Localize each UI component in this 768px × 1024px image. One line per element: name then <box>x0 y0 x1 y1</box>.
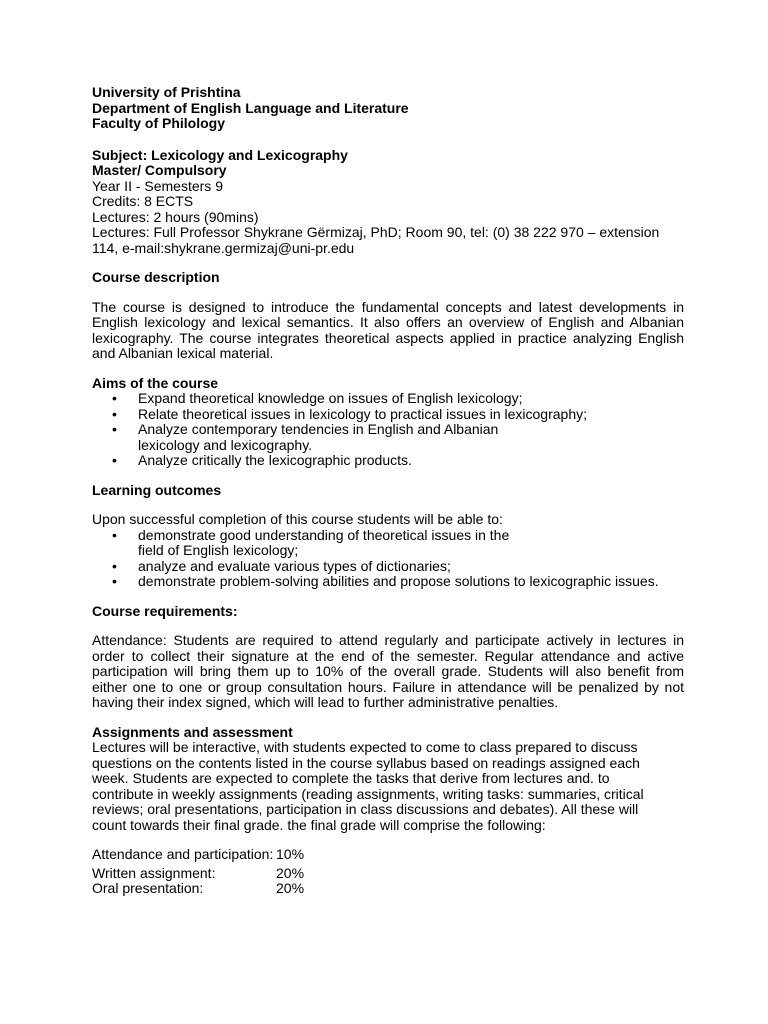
section-heading: Aims of the course <box>92 374 219 391</box>
learning-outcomes-intro: Upon successful completion of this course students will be able to: <box>92 511 503 527</box>
requirements-text: Attendance: Students are required to attend regularly and participate actively in lectures in order to collect their signature at the end of the semester. Regular attendance and active participation will bring them up to 10% of the overall grade. Students will also benefit from either one to one or group consultation hours. Failure in attendance will be penalized by not having their index signed, which will lead to further administrative penalties. <box>92 632 684 710</box>
assignments-line: week. Students are expected to complete the tasks that derive from lectures and. to <box>92 770 610 786</box>
grade-row <box>92 847 684 863</box>
assignments-line: questions on the contents listed in the course syllabus based on readings assigned each <box>92 754 640 771</box>
grade-value: 10% <box>276 846 305 862</box>
aims-section <box>92 376 684 469</box>
credits-line: Credits: 8 ECTS <box>92 193 194 209</box>
list-item: • Expand theoretical knowledge on issues of English lexicology; <box>92 391 684 407</box>
list-item: • Analyze critically the lexicographic products. <box>92 453 684 469</box>
section-heading: Learning outcomes <box>92 481 222 498</box>
lecturer-line: Lectures: Full Professor Shykrane Gërmizaj, PhD; Room 90, tel: (0) 38 222 970 – extension <box>92 224 660 240</box>
grade-row <box>92 881 684 897</box>
assignments-line: contribute in weekly assignments (reading assignments, writing tasks: summaries, critical <box>92 785 644 802</box>
aims-list <box>92 391 684 469</box>
assignments-line: reviews; oral presentations, participation in class discussions and debates). All these will <box>92 801 639 817</box>
outcomes-list <box>92 528 684 590</box>
assignments-section <box>92 725 684 897</box>
lecture-hours-line: Lectures: 2 hours (90mins) <box>92 208 259 225</box>
grade-row <box>92 866 684 882</box>
section-heading: Assignments and assessment <box>92 723 293 740</box>
subject-line: Subject: Lexicology and Lexicography <box>92 146 348 163</box>
course-type: Master/ Compulsory <box>92 162 227 178</box>
list-item: • analyze and evaluate various types of dictionaries; <box>92 559 684 575</box>
university-name: University of Prishtina <box>92 84 241 100</box>
grade-value: 20% <box>276 880 305 896</box>
assignments-line: count towards their final grade. the final grade will comprise the following: <box>92 816 546 833</box>
requirements-section <box>92 604 684 711</box>
grade-breakdown <box>92 847 684 897</box>
institution-header <box>92 85 684 132</box>
course-description-text: The course is designed to introduce the fundamental concepts and latest developments in English lexicology and lexical semantics. It also offers an overview of English and Albanian lexicography. The course integrates theoretical aspects applied in practice analyzing English and Albanian lexical material. <box>92 298 684 361</box>
assignments-line: Lectures will be interactive, with students expected to come to class prepared to discuss <box>92 739 638 755</box>
grade-label: Written assignment: <box>92 864 216 881</box>
year-line: Year II - Semesters 9 <box>92 177 223 194</box>
grade-label: Oral presentation: <box>92 880 204 896</box>
course-info <box>92 148 684 257</box>
section-heading: Course requirements: <box>92 602 238 619</box>
list-item: • demonstrate good understanding of theoretical issues in the field of English lexicology; <box>92 528 684 559</box>
department-name: Department of English Language and Literature <box>92 99 409 116</box>
faculty-name: Faculty of Philology <box>92 115 226 131</box>
grade-label: Attendance and participation: <box>92 846 274 862</box>
list-item: • Relate theoretical issues in lexicology to practical issues in lexicography; <box>92 407 684 423</box>
course-description-section <box>92 270 684 362</box>
grade-value: 20% <box>276 864 305 881</box>
section-heading: Course description <box>92 269 220 285</box>
lecturer-contact-line: 114, e-mail:shykrane.germizaj@uni-pr.edu <box>92 239 355 256</box>
list-item: • demonstrate problem-solving abilities and propose solutions to lexicographic issues. <box>92 574 684 590</box>
learning-outcomes-section <box>92 483 684 590</box>
list-item: • Analyze contemporary tendencies in English and Albanian lexicology and lexicography. <box>92 422 684 453</box>
